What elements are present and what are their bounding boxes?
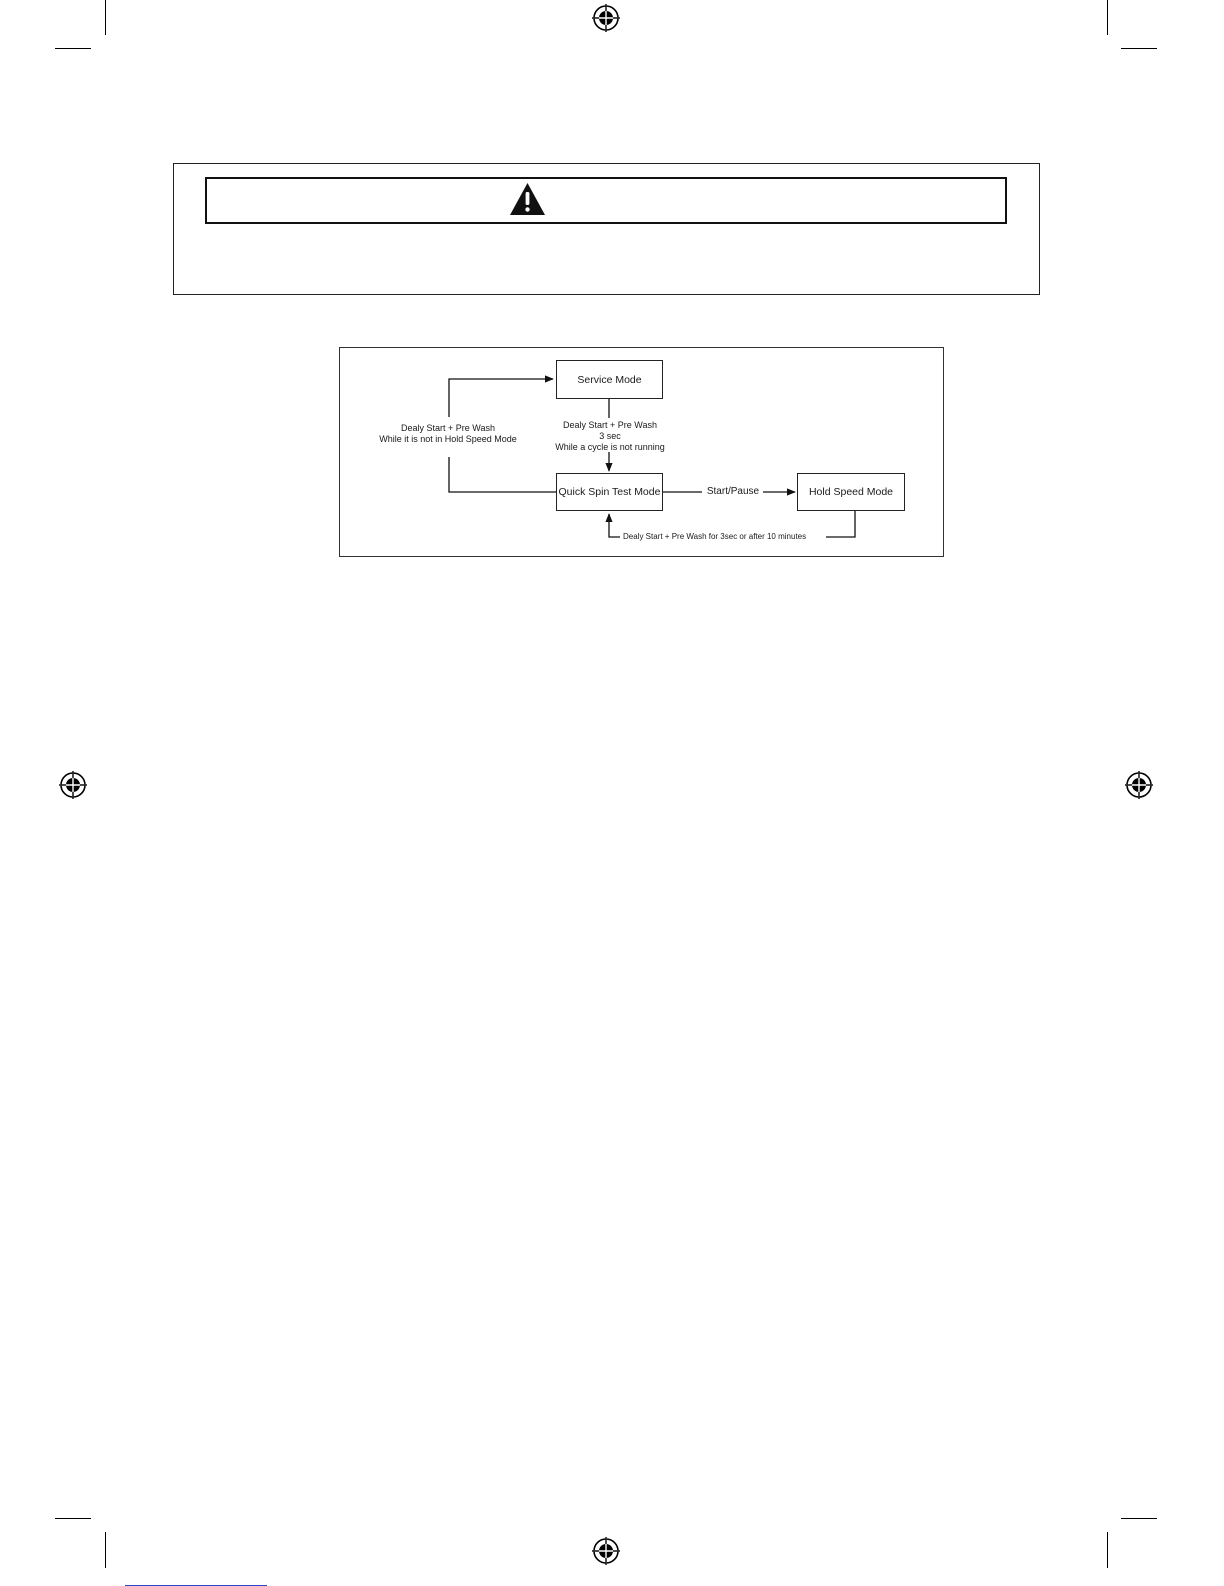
quick-spin-test-mode-node: Quick Spin Test Mode [556,473,663,511]
down-connector-label [540,420,680,453]
left-loop-connector [449,457,556,492]
left-loop-label-line1: Dealy Start + Pre Wash [401,423,495,433]
left-loop-label [368,423,528,445]
start-pause-label: Start/Pause [706,486,760,497]
return-loop-arrow [609,514,620,537]
service-mode-node: Service Mode [556,360,663,399]
down-label-line2: 3 sec [599,431,621,441]
down-label-line1: Dealy Start + Pre Wash [563,420,657,430]
return-loop-connector [826,511,855,537]
hold-speed-mode-node: Hold Speed Mode [797,473,905,511]
return-loop-label: Dealy Start + Pre Wash for 3sec or after 10 minutes [623,532,807,541]
down-label-line3: While a cycle is not running [555,442,665,452]
left-loop-label-line2: While it is not in Hold Speed Mode [379,434,517,444]
left-loop-arrow [449,379,553,417]
